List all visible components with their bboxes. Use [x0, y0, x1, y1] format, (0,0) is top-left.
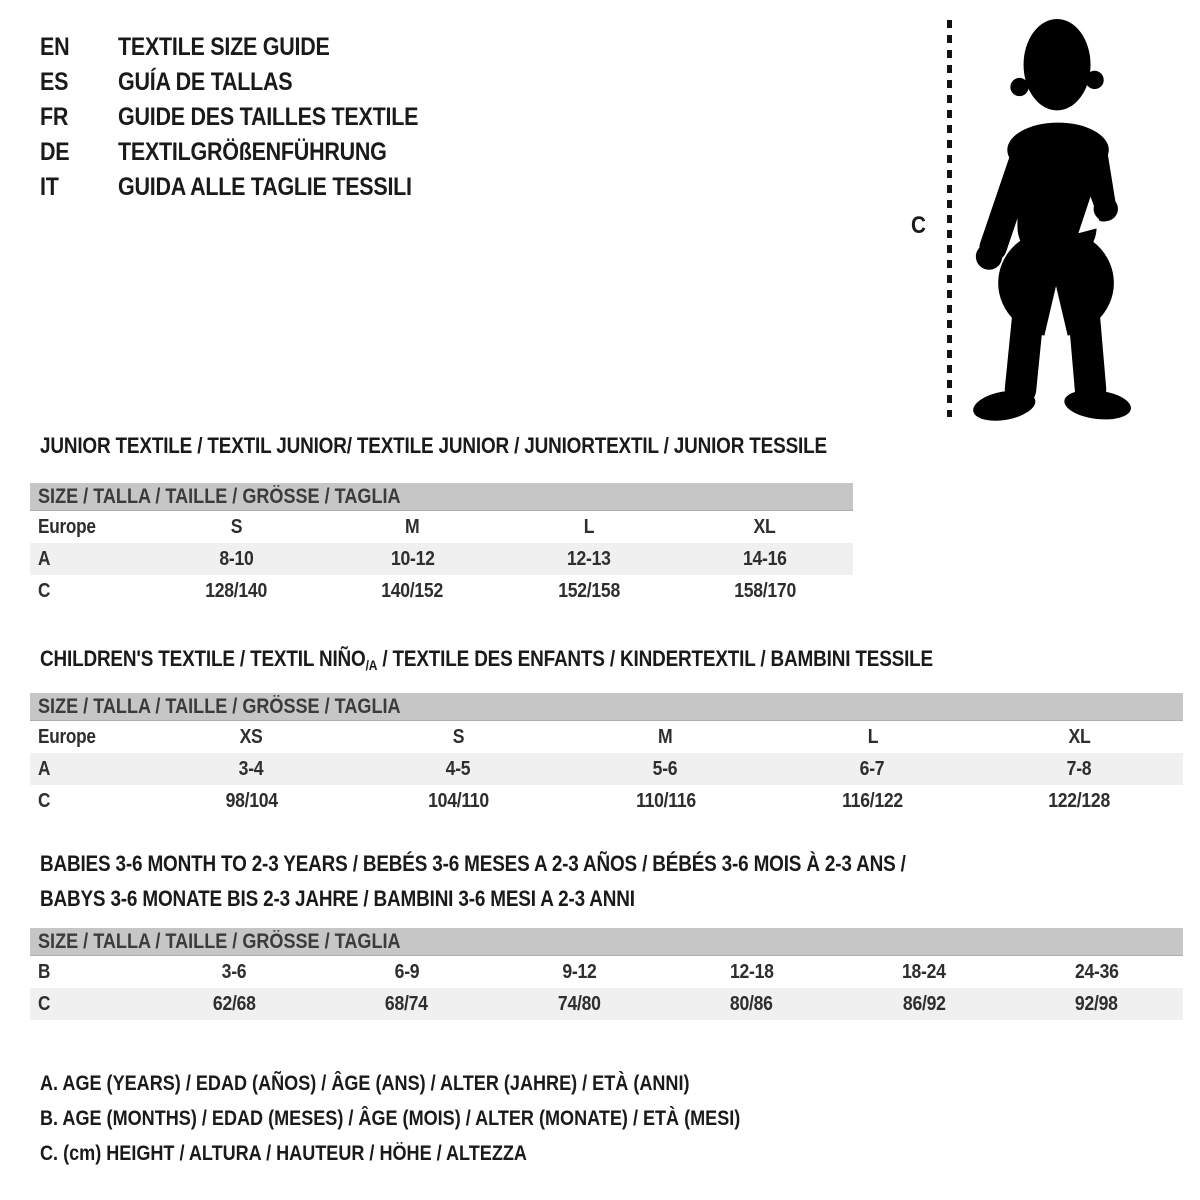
- babies-section-title-line1: BABIES 3-6 MONTH TO 2-3 YEARS / BEBÉS 3-6 MESES A 2-3 AÑOS / BÉBÉS 3-6 MOIS À 2-3 ANS /: [40, 851, 906, 876]
- language-header: [40, 30, 467, 205]
- table-row: [30, 956, 1183, 988]
- age-cell: 12-18: [729, 961, 774, 983]
- height-cell: 98/104: [225, 790, 278, 812]
- size-cell: XS: [240, 726, 263, 748]
- guide-title-en: TEXTILE SIZE GUIDE: [118, 33, 330, 61]
- babies-section: [30, 846, 1183, 1020]
- language-row-de: [40, 135, 467, 170]
- junior-size-header-bar: [30, 483, 853, 511]
- legend: [40, 1066, 854, 1171]
- table-row: [30, 721, 1183, 753]
- age-cell: 5-6: [653, 758, 678, 780]
- language-code: FR: [40, 103, 69, 131]
- table-row: [30, 753, 1183, 785]
- height-cell: 62/68: [212, 993, 256, 1015]
- row-label: Europe: [38, 726, 96, 748]
- size-header-label: SIZE / TALLA / TAILLE / GRÖSSE / TAGLIA: [38, 485, 401, 508]
- age-cell: 6-7: [860, 758, 885, 780]
- table-row: [30, 785, 1183, 817]
- height-cell: 128/140: [205, 580, 268, 602]
- age-cell: 6-9: [394, 961, 420, 983]
- age-cell: 7-8: [1067, 758, 1092, 780]
- age-cell: 3-6: [221, 961, 247, 983]
- children-size-header-bar: [30, 693, 1183, 721]
- size-header-label: SIZE / TALLA / TAILLE / GRÖSSE / TAGLIA: [38, 930, 401, 953]
- toddler-silhouette-icon: [972, 16, 1136, 422]
- table-row: [30, 575, 853, 607]
- language-code: DE: [40, 138, 70, 166]
- height-cell: 68/74: [385, 993, 429, 1015]
- legend-age-months: B. AGE (MONTHS) / EDAD (MESES) / ÂGE (MOIS) / ALTER (MONATE) / ETÀ (MESI): [40, 1107, 741, 1130]
- age-cell: 14-16: [743, 548, 787, 570]
- guide-title-de: TEXTILGRÖßENFÜHRUNG: [118, 138, 387, 166]
- row-label: C: [38, 993, 51, 1015]
- table-row: [30, 988, 1183, 1020]
- age-cell: 12-13: [566, 548, 611, 570]
- size-cell: L: [583, 516, 594, 538]
- height-measure-label: C: [911, 212, 926, 239]
- height-cell: 110/116: [635, 790, 696, 812]
- children-title-post: / TEXTILE DES ENFANTS / KINDERTEXTIL / BAMBINI TESSILE: [377, 646, 934, 671]
- guide-title-fr: GUIDE DES TAILLES TEXTILE: [118, 103, 419, 131]
- row-label: B: [38, 961, 51, 983]
- height-cell: 116/122: [842, 790, 903, 812]
- height-dashed-line: [947, 20, 952, 417]
- size-cell: M: [405, 516, 420, 538]
- row-label: A: [38, 758, 51, 780]
- row-label: C: [38, 790, 51, 812]
- row-label: C: [38, 580, 51, 602]
- size-cell: L: [867, 726, 878, 748]
- guide-title-es: GUÍA DE TALLAS: [118, 68, 293, 96]
- language-row-fr: [40, 100, 467, 135]
- age-cell: 3-4: [239, 758, 264, 780]
- height-cell: 140/152: [381, 580, 444, 602]
- language-row-en: [40, 30, 467, 65]
- table-row: [30, 511, 853, 543]
- age-cell: 9-12: [562, 961, 597, 983]
- age-cell: 24-36: [1074, 961, 1119, 983]
- guide-title-it: GUIDA ALLE TAGLIE TESSILI: [118, 173, 412, 201]
- age-cell: 4-5: [446, 758, 471, 780]
- height-cell: 80/86: [730, 993, 774, 1015]
- table-row: [30, 543, 853, 575]
- babies-size-header-bar: [30, 928, 1183, 956]
- size-cell: XL: [753, 516, 776, 538]
- size-cell: M: [658, 726, 673, 748]
- height-cell: 92/98: [1075, 993, 1119, 1015]
- age-cell: 8-10: [219, 548, 254, 570]
- junior-section-title: JUNIOR TEXTILE / TEXTIL JUNIOR/ TEXTILE JUNIOR / JUNIORTEXTIL / JUNIOR TESSILE: [40, 433, 827, 458]
- language-row-es: [40, 65, 467, 100]
- language-code: IT: [40, 173, 59, 201]
- legend-height-cm: C. (cm) HEIGHT / ALTURA / HAUTEUR / HÖHE / ALTEZZA: [40, 1142, 527, 1165]
- children-section-title: [40, 645, 933, 675]
- row-label: A: [38, 548, 51, 570]
- size-header-label: SIZE / TALLA / TAILLE / GRÖSSE / TAGLIA: [38, 695, 401, 718]
- language-code: EN: [40, 33, 70, 61]
- age-cell: 10-12: [390, 548, 435, 570]
- babies-section-title-line2: BABYS 3-6 MONATE BIS 2-3 JAHRE / BAMBINI 3-6 MESI A 2-3 ANNI: [40, 886, 635, 911]
- size-cell: XL: [1068, 726, 1091, 748]
- size-cell: S: [230, 516, 242, 538]
- height-cell: 122/128: [1048, 790, 1111, 812]
- height-cell: 74/80: [557, 993, 601, 1015]
- children-section: [30, 645, 1183, 817]
- row-label: Europe: [38, 516, 96, 538]
- language-code: ES: [40, 68, 69, 96]
- height-cell: 158/170: [733, 580, 796, 602]
- height-cell: 104/110: [428, 790, 489, 812]
- size-cell: S: [452, 726, 465, 748]
- junior-section: [30, 432, 853, 607]
- children-title-pre: CHILDREN'S TEXTILE / TEXTIL NIÑO: [40, 646, 366, 671]
- height-cell: 152/158: [557, 580, 620, 602]
- children-title-subscript: /A: [365, 657, 378, 673]
- legend-age-years: A. AGE (YEARS) / EDAD (AÑOS) / ÂGE (ANS) / ALTER (JAHRE) / ETÀ (ANNI): [40, 1072, 690, 1095]
- age-cell: 18-24: [902, 961, 947, 983]
- language-row-it: [40, 170, 467, 205]
- height-cell: 86/92: [902, 993, 946, 1015]
